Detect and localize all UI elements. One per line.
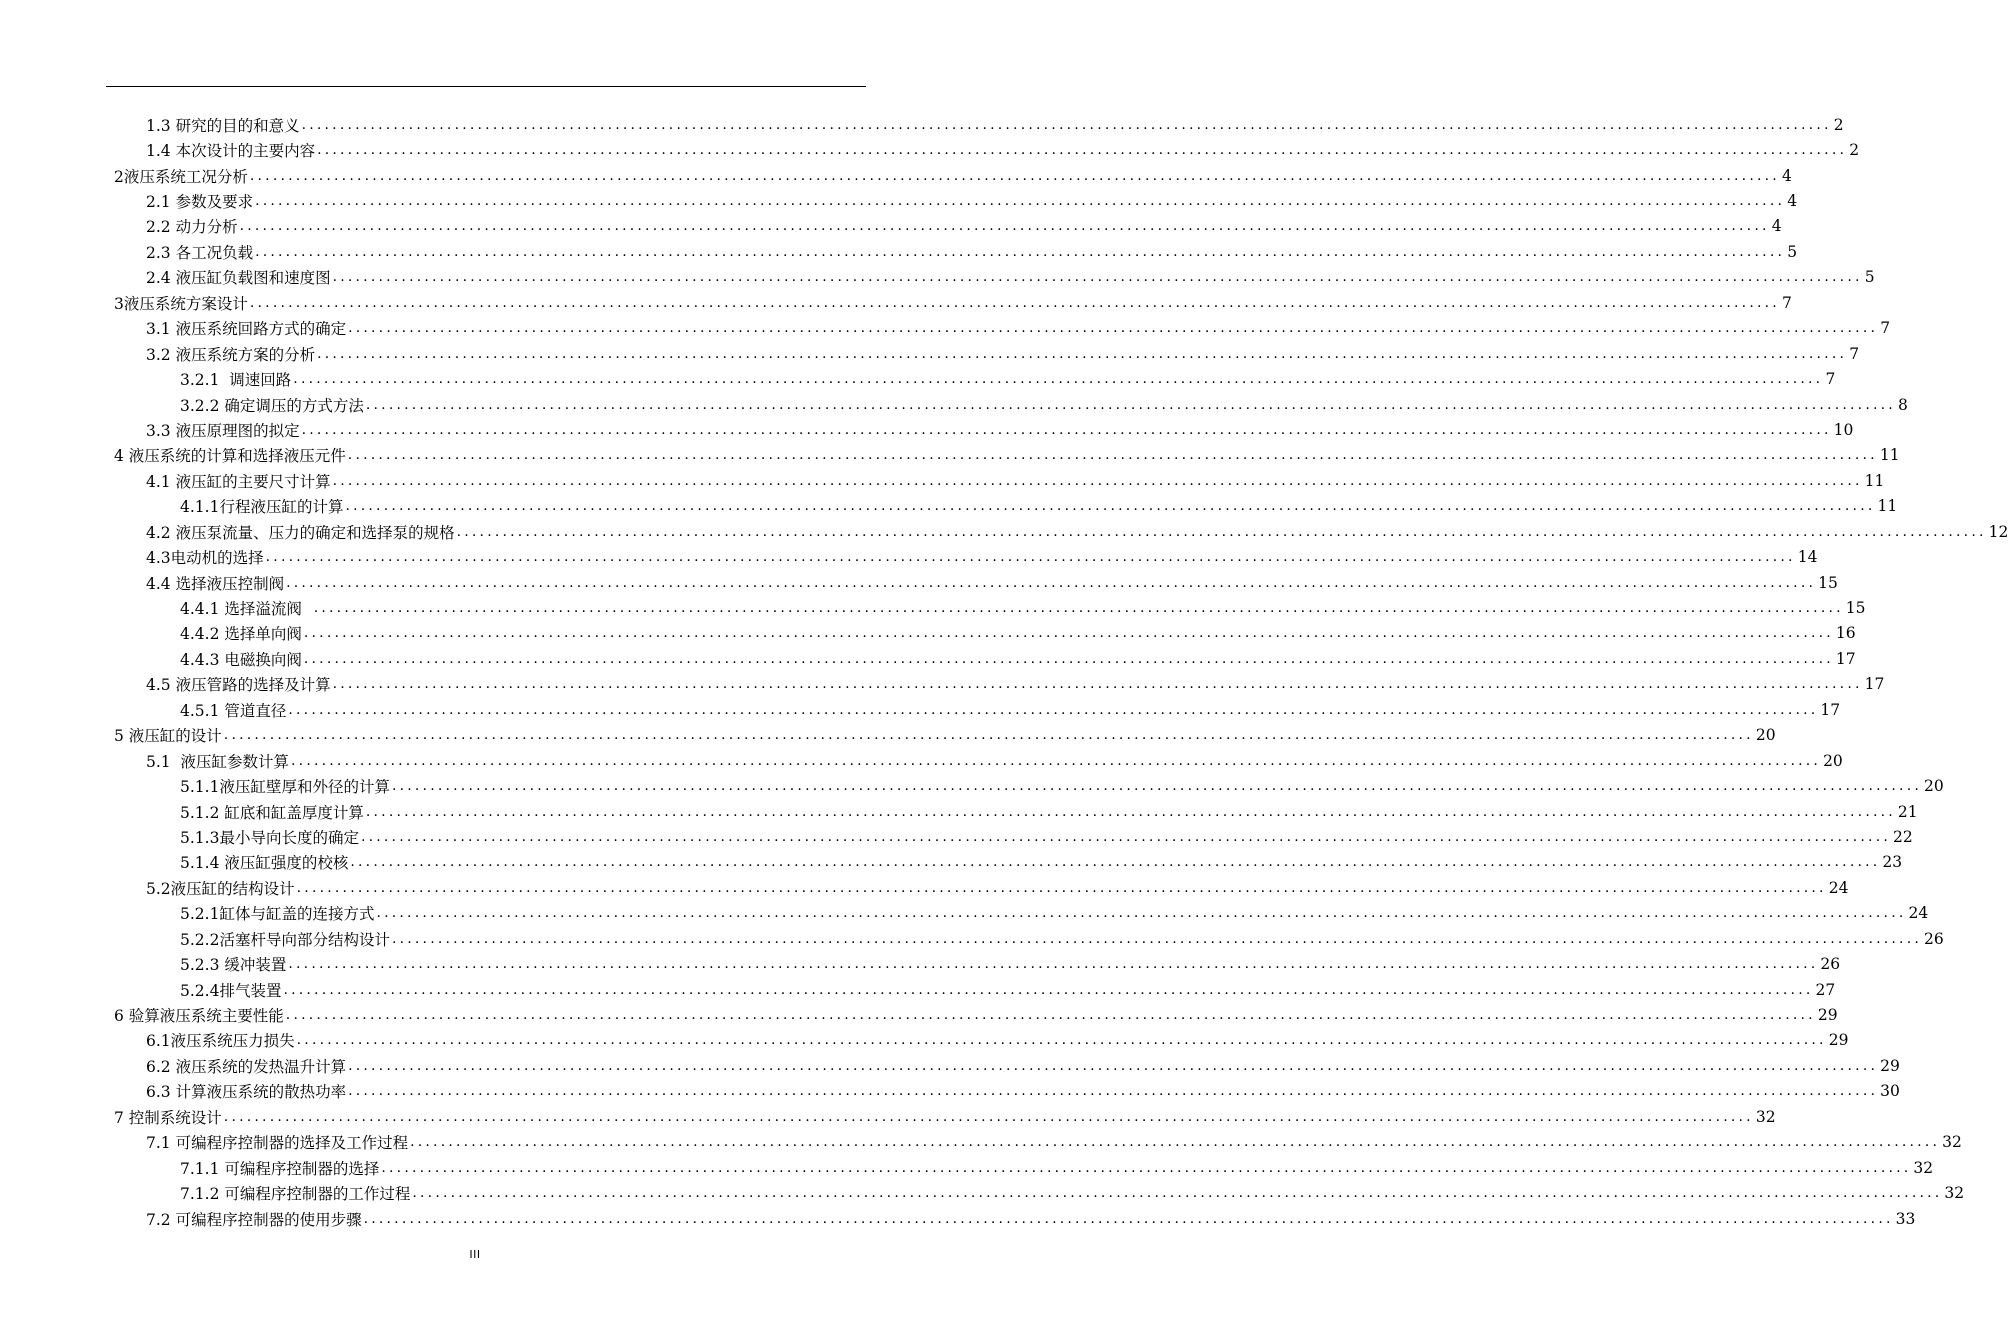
toc-entry[interactable]: [0, 850, 1903, 875]
toc-entry[interactable]: [0, 392, 1908, 417]
toc-entry-title: 5 液压缸的设计: [114, 727, 222, 746]
toc-dot-leader: ........................................................................................................................................................................................................: [286, 574, 1817, 591]
toc-entry-title: 5.1.4 液压缸强度的校核: [180, 854, 349, 873]
toc-entry[interactable]: [0, 214, 1782, 239]
toc-entry[interactable]: [0, 799, 1918, 824]
toc-entry-title: 2.2 动力分析: [146, 218, 238, 237]
toc-entry-title: 3.3 液压原理图的拟定: [146, 421, 300, 440]
toc-dot-leader: ........................................................................................................................................................................................................: [265, 549, 1796, 566]
toc-entry-page: 7: [1849, 344, 1860, 363]
toc-entry-title: 4.4 选择液压控制阀: [146, 574, 285, 593]
toc-dot-leader: ........................................................................................................................................................................................................: [255, 193, 1786, 210]
toc-entry-title: 3.2.2 确定调压的方式方法: [180, 396, 364, 415]
toc-entry-title: 5.1.3最小导向长度的确定: [180, 828, 359, 847]
toc-dot-leader: ........................................................................................................................................................................................................: [391, 930, 1922, 947]
toc-entry-page: 29: [1880, 1056, 1900, 1075]
toc-entry-title: 1.4 本次设计的主要内容: [146, 142, 316, 161]
toc-entry-title: 3.1 液压系统回路方式的确定: [146, 320, 347, 339]
toc-entry-page: 32: [1755, 1107, 1776, 1126]
toc-dot-leader: ........................................................................................................................................................................................................: [293, 371, 1824, 388]
toc-entry-title: 2.1 参数及要求: [146, 193, 254, 212]
toc-entry[interactable]: [0, 163, 1792, 188]
toc-dot-leader: ........................................................................................................................................................................................................: [249, 167, 1780, 184]
toc-dot-leader: ........................................................................................................................................................................................................: [350, 854, 1881, 871]
toc-entry-title: 4.5 液压管路的选择及计算: [146, 676, 331, 695]
toc-entry-page: 15: [1818, 573, 1838, 592]
toc-entry[interactable]: [0, 646, 1856, 671]
toc-entry-title: 4.4.3 电磁换向阀: [180, 650, 302, 669]
toc-entry-page: 14: [1797, 548, 1818, 567]
toc-dot-leader: ........................................................................................................................................................................................................: [285, 1007, 1816, 1024]
toc-entry-page: 32: [1944, 1184, 1965, 1203]
toc-entry-title: 5.2.2活塞杆导向部分结构设计: [180, 930, 390, 949]
toc-entry-page: 7: [1782, 293, 1792, 312]
toc-entry-title: 4.4.1 选择溢流阀: [180, 600, 312, 619]
toc-entry-page: 27: [1815, 980, 1836, 999]
toc-entry-title: 4.5.1 管道直径: [180, 701, 287, 720]
toc-entry-title: 7.1 可编程序控制器的选择及工作过程: [146, 1134, 409, 1153]
toc-entry[interactable]: [0, 773, 1944, 798]
toc-entry-page: 12: [1988, 522, 2008, 541]
toc-entry-page: 32: [1913, 1158, 1934, 1177]
header-rule: [106, 86, 866, 87]
toc-entry-page: 24: [1828, 878, 1849, 897]
toc-dot-leader: ........................................................................................................................................................................................................: [347, 447, 1878, 464]
toc-dot-leader: ........................................................................................................................................................................................................: [283, 981, 1814, 998]
toc-entry[interactable]: [0, 1104, 1776, 1129]
toc-entry-page: 11: [1879, 446, 1900, 465]
toc-entry[interactable]: [0, 1180, 1965, 1205]
toc-dot-leader: ........................................................................................................................................................................................................: [223, 727, 1754, 744]
toc-entry[interactable]: [0, 1130, 1962, 1155]
toc-entry-title: 6.1液压系统压力损失: [146, 1032, 295, 1051]
toc-entry-page: 10: [1833, 420, 1854, 439]
toc-entry-title: 2液压系统工况分析: [114, 167, 248, 186]
toc-dot-leader: ........................................................................................................................................................................................................: [303, 625, 1834, 642]
toc-entry-page: 15: [1845, 599, 1866, 618]
toc-entry-page: 11: [1877, 497, 1898, 516]
toc-dot-leader: ........................................................................................................................................................................................................: [291, 752, 1822, 769]
toc-entry-page: 21: [1897, 802, 1918, 821]
toc-entry-title: 6.3 计算液压系统的散热功率: [146, 1083, 347, 1102]
toc-entry-page: 4: [1771, 217, 1782, 236]
toc-entry[interactable]: [0, 1053, 1900, 1078]
toc-entry[interactable]: [0, 595, 1866, 620]
toc-entry[interactable]: [0, 443, 1900, 468]
toc-entry-page: 20: [1755, 726, 1776, 745]
toc-dot-leader: ........................................................................................................................................................................................................: [223, 1108, 1754, 1125]
toc-entry[interactable]: [0, 290, 1792, 315]
toc-entry-title: 5.1.2 缸底和缸盖厚度计算: [180, 803, 364, 822]
toc-dot-leader: ........................................................................................................................................................................................................: [301, 116, 1832, 133]
toc-entry[interactable]: [0, 112, 1844, 137]
toc-entry-page: 22: [1893, 827, 1913, 846]
toc-entry[interactable]: [0, 468, 1885, 493]
toc-dot-leader: ........................................................................................................................................................................................................: [348, 1057, 1879, 1074]
toc-entry[interactable]: [0, 265, 1875, 290]
toc-dot-leader: ........................................................................................................................................................................................................: [412, 1185, 1943, 1202]
toc-entry-title: 4.1 液压缸的主要尺寸计算: [146, 472, 331, 491]
toc-entry[interactable]: [0, 1002, 1838, 1027]
toc-dot-leader: ........................................................................................................................................................................................................: [303, 650, 1834, 667]
toc-entry[interactable]: [0, 494, 1898, 519]
toc-dot-leader: ........................................................................................................................................................................................................: [296, 879, 1827, 896]
toc-dot-leader: ........................................................................................................................................................................................................: [348, 1083, 1879, 1100]
toc-entry[interactable]: [0, 875, 1849, 900]
toc-entry-title: 1.3 研究的目的和意义: [146, 116, 300, 135]
toc-dot-leader: ........................................................................................................................................................................................................: [288, 701, 1819, 718]
toc-entry-title: 4.3电动机的选择: [146, 549, 264, 568]
toc-entry[interactable]: [0, 417, 1854, 442]
toc-entry-page: 7: [1880, 319, 1891, 338]
toc-entry[interactable]: [0, 901, 1929, 926]
toc-entry-title: 3.2 液压系统方案的分析: [146, 345, 316, 364]
toc-entry-page: 26: [1820, 955, 1841, 974]
toc-entry-title: 3液压系统方案设计: [114, 294, 248, 313]
toc-entry[interactable]: [0, 366, 1836, 391]
toc-entry-title: 4.4.2 选择单向阀: [180, 625, 302, 644]
toc-entry-title: 7.1.1 可编程序控制器的选择: [180, 1159, 380, 1178]
toc-entry-page: 5: [1864, 268, 1875, 287]
toc-entry-page: 5: [1787, 242, 1798, 261]
toc-entry-title: 2.4 液压缸负载图和速度图: [146, 269, 331, 288]
toc-dot-leader: ........................................................................................................................................................................................................: [296, 1032, 1827, 1049]
toc-entry[interactable]: [0, 926, 1944, 951]
toc-entry-page: 16: [1835, 624, 1856, 643]
toc-entry[interactable]: [0, 977, 1836, 1002]
toc-entry[interactable]: [0, 1028, 1849, 1053]
toc-entry-title: 3.2.1 调速回路: [180, 371, 292, 390]
toc-entry-page: 2: [1849, 141, 1860, 160]
toc-entry-title: 4.1.1行程液压缸的计算: [180, 498, 344, 517]
toc-entry[interactable]: [0, 239, 1798, 264]
toc-entry[interactable]: [0, 137, 1860, 162]
toc-dot-leader: ........................................................................................................................................................................................................: [317, 345, 1848, 362]
toc-entry[interactable]: [0, 1206, 1916, 1231]
toc-entry[interactable]: [0, 951, 1841, 976]
page-number: III: [469, 1248, 481, 1261]
toc-entry-title: 5.1.1液压缸壁厚和外径的计算: [180, 778, 390, 797]
toc-entry[interactable]: [0, 519, 2008, 544]
toc-entry-page: 2: [1833, 115, 1844, 134]
toc-dot-leader: ........................................................................................................................................................................................................: [456, 523, 1987, 540]
toc-dot-leader: ........................................................................................................................................................................................................: [365, 396, 1896, 413]
toc-entry-title: 5.2液压缸的结构设计: [146, 879, 295, 898]
toc-entry-title: 5.2.4排气装置: [180, 981, 282, 1000]
toc-entry-page: 8: [1898, 395, 1908, 414]
toc-entry-title: 5.1 液压缸参数计算: [146, 752, 290, 771]
toc-dot-leader: ........................................................................................................................................................................................................: [365, 803, 1896, 820]
toc-entry[interactable]: [0, 824, 1913, 849]
toc-dot-leader: ........................................................................................................................................................................................................: [332, 269, 1863, 286]
toc-entry-page: 29: [1817, 1006, 1838, 1025]
toc-entry-title: 2.3 各工况负载: [146, 243, 254, 262]
toc-dot-leader: ........................................................................................................................................................................................................: [317, 142, 1848, 159]
toc-entry-title: 4 液压系统的计算和选择液压元件: [114, 447, 346, 466]
toc-entry-page: 29: [1828, 1031, 1849, 1050]
toc-entry-page: 4: [1782, 166, 1792, 185]
toc-entry[interactable]: [0, 621, 1856, 646]
toc-entry-page: 23: [1882, 853, 1903, 872]
toc-entry-page: 30: [1880, 1082, 1900, 1101]
table-of-contents: [0, 112, 2008, 1231]
toc-entry-title: 5.2.3 缓冲装置: [180, 956, 287, 975]
toc-entry-page: 20: [1823, 751, 1843, 770]
toc-dot-leader: ........................................................................................................................................................................................................: [360, 828, 1891, 845]
toc-entry-page: 24: [1908, 904, 1929, 923]
toc-entry[interactable]: [0, 723, 1776, 748]
toc-entry[interactable]: [0, 570, 1838, 595]
toc-dot-leader: ........................................................................................................................................................................................................: [332, 676, 1863, 693]
toc-entry[interactable]: [0, 748, 1843, 773]
toc-entry[interactable]: [0, 1155, 1934, 1180]
toc-entry-page: 17: [1864, 675, 1885, 694]
toc-entry-title: 4.2 液压泵流量、压力的确定和选择泵的规格: [146, 523, 455, 542]
toc-entry-page: 4: [1787, 192, 1798, 211]
toc-dot-leader: ........................................................................................................................................................................................................: [301, 421, 1832, 438]
toc-entry[interactable]: [0, 1079, 1900, 1104]
toc-dot-leader: ........................................................................................................................................................................................................: [239, 218, 1770, 235]
toc-entry-page: 32: [1942, 1133, 1962, 1152]
toc-entry-title: 7 控制系统设计: [114, 1108, 222, 1127]
toc-dot-leader: ........................................................................................................................................................................................................: [391, 778, 1922, 795]
toc-entry-page: 33: [1895, 1209, 1916, 1228]
toc-entry-page: 20: [1924, 777, 1944, 796]
toc-entry[interactable]: [0, 697, 1841, 722]
toc-dot-leader: ........................................................................................................................................................................................................: [363, 1210, 1894, 1227]
toc-entry-page: 17: [1820, 700, 1841, 719]
toc-entry-title: 7.1.2 可编程序控制器的工作过程: [180, 1185, 411, 1204]
toc-entry-title: 6.2 液压系统的发热温升计算: [146, 1057, 347, 1076]
toc-entry[interactable]: [0, 672, 1885, 697]
toc-entry-title: 6 验算液压系统主要性能: [114, 1007, 284, 1026]
toc-dot-leader: ........................................................................................................................................................................................................: [348, 320, 1879, 337]
toc-entry[interactable]: [0, 341, 1860, 366]
toc-entry-page: 17: [1835, 649, 1856, 668]
toc-entry-title: 7.2 可编程序控制器的使用步骤: [146, 1210, 362, 1229]
toc-dot-leader: ........................................................................................................................................................................................................: [381, 1159, 1912, 1176]
toc-dot-leader: ........................................................................................................................................................................................................: [376, 905, 1907, 922]
toc-entry-page: 11: [1864, 471, 1885, 490]
toc-dot-leader: ........................................................................................................................................................................................................: [332, 472, 1863, 489]
toc-dot-leader: ........................................................................................................................................................................................................: [255, 243, 1786, 260]
toc-entry-title: 5.2.1缸体与缸盖的连接方式: [180, 905, 375, 924]
toc-entry[interactable]: [0, 316, 1891, 341]
toc-dot-leader: ........................................................................................................................................................................................................: [249, 294, 1780, 311]
toc-entry[interactable]: [0, 544, 1818, 569]
toc-entry-page: 7: [1825, 370, 1836, 389]
toc-dot-leader: ........................................................................................................................................................................................................: [288, 956, 1819, 973]
toc-dot-leader: ........................................................................................................................................................................................................: [345, 498, 1876, 515]
toc-dot-leader: ........................................................................................................................................................................................................: [313, 600, 1844, 617]
toc-entry-page: 26: [1924, 929, 1944, 948]
toc-entry[interactable]: [0, 188, 1798, 213]
toc-dot-leader: ........................................................................................................................................................................................................: [410, 1134, 1941, 1151]
